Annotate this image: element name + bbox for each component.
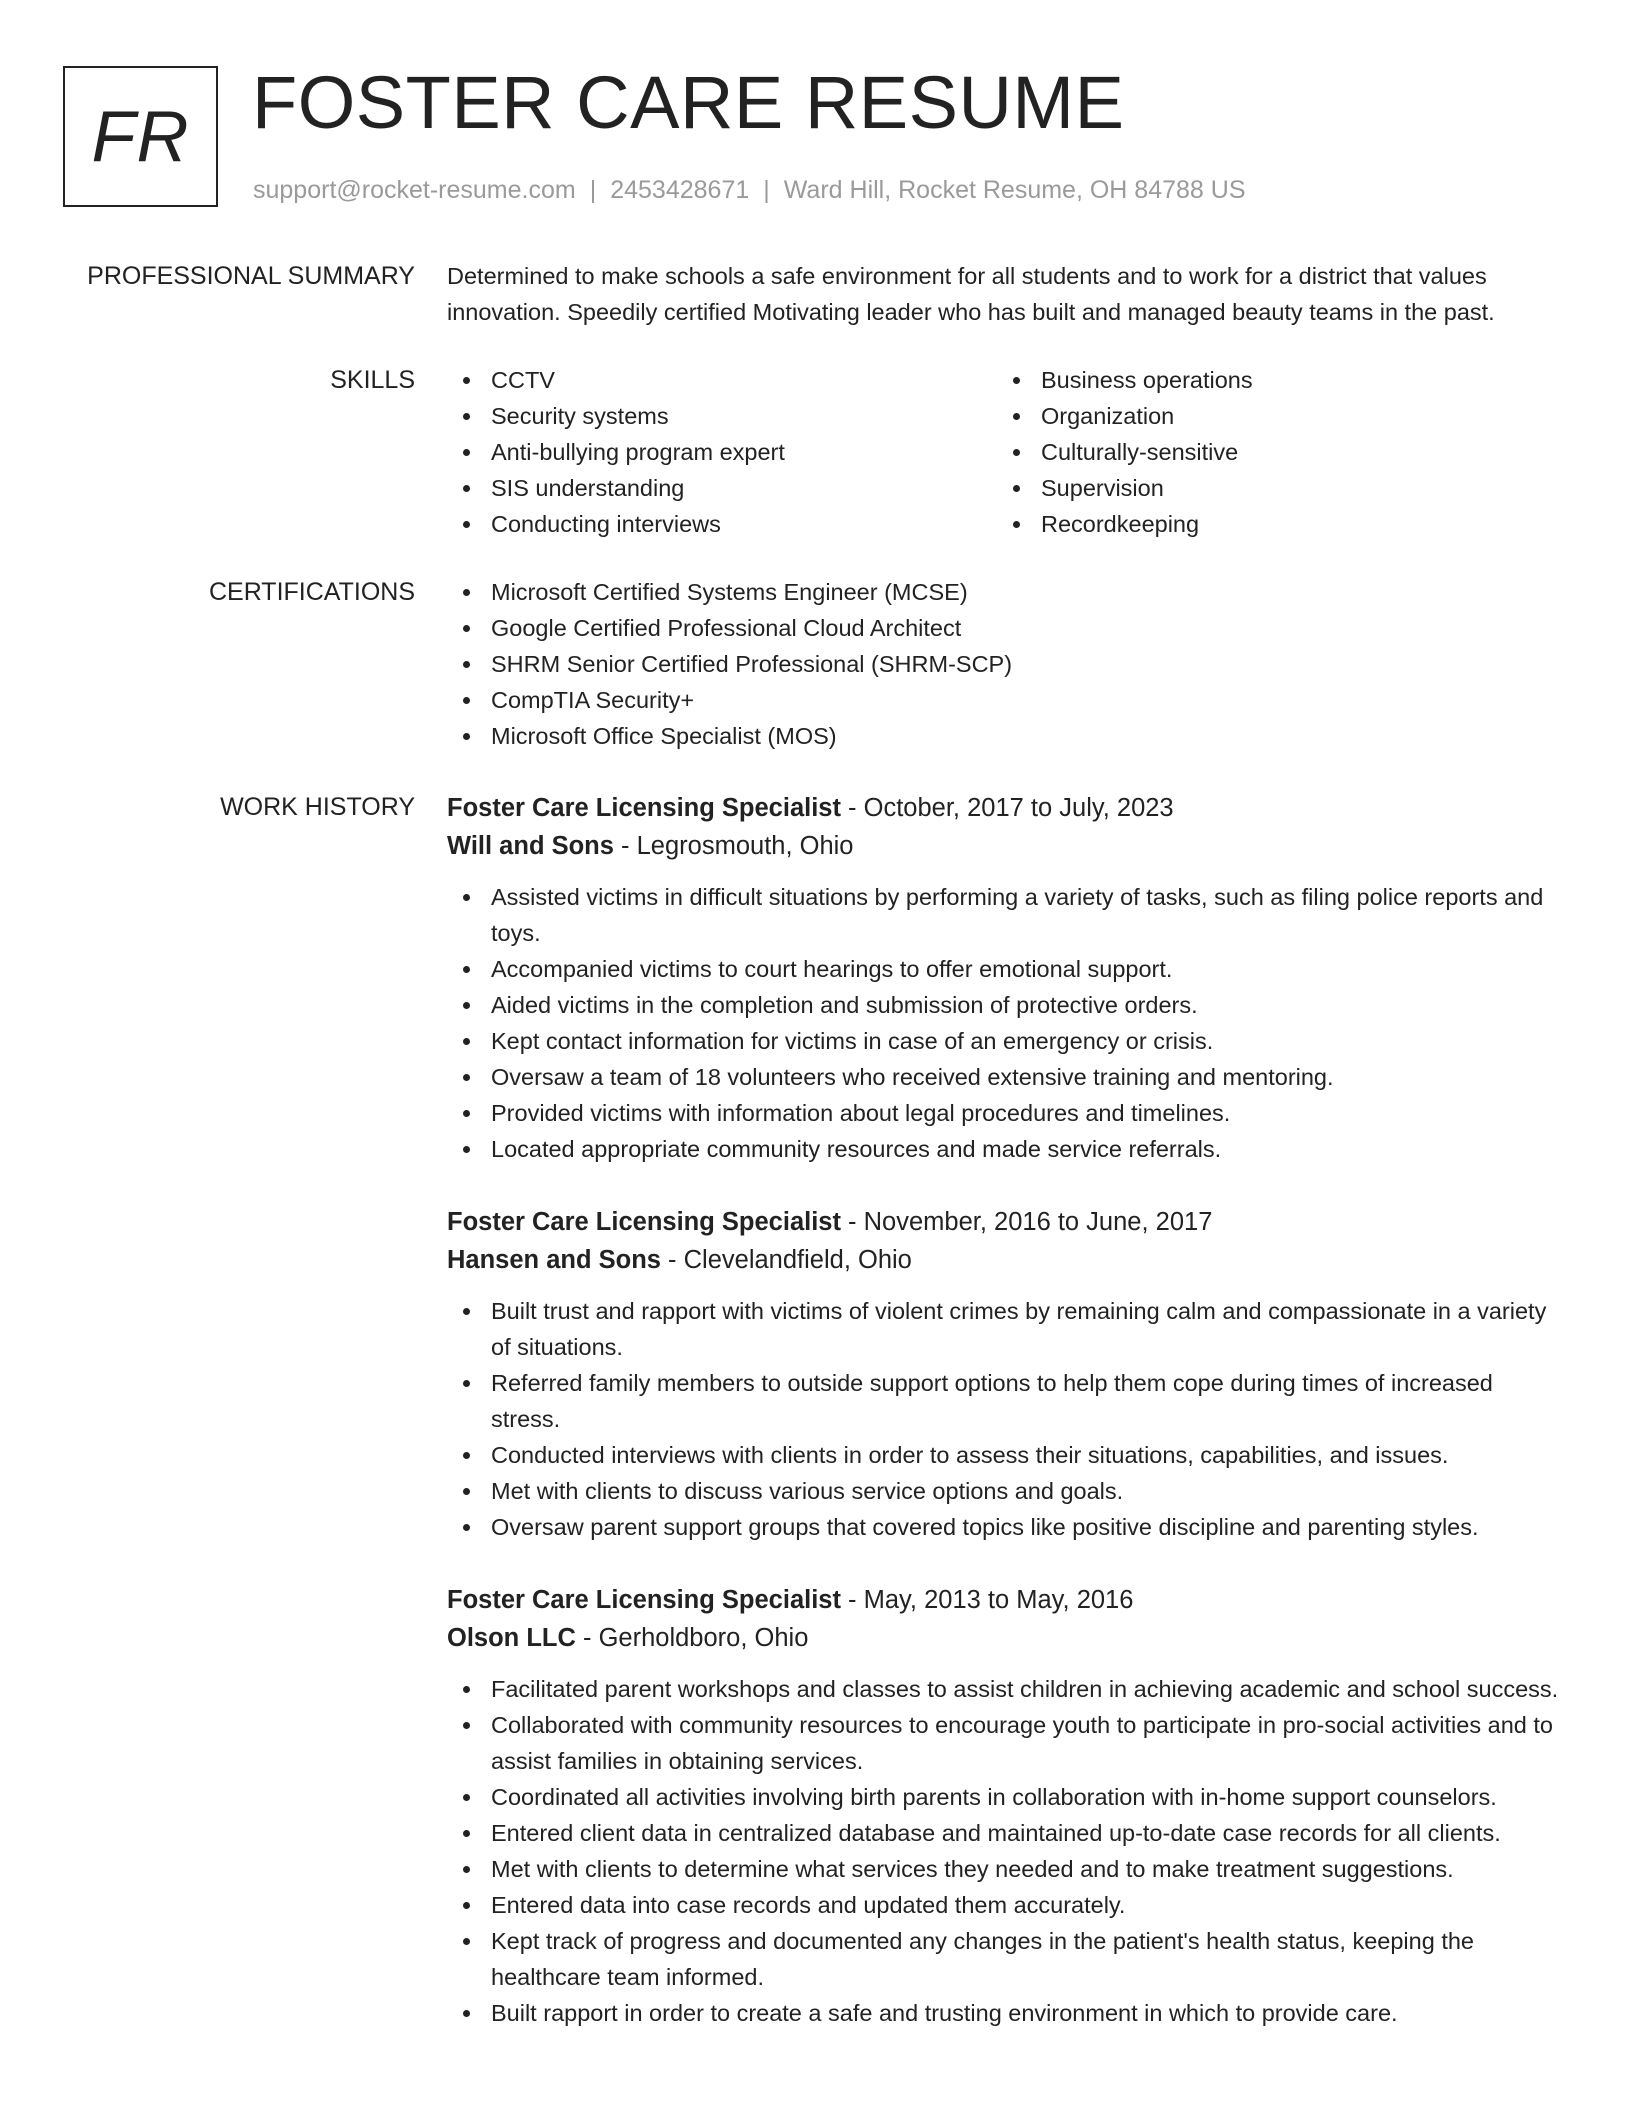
job-location: - Legrosmouth, Ohio: [613, 832, 854, 860]
job-title-line: [447, 789, 1567, 827]
job-bullet: Assisted victims in difficult situations by performing a variety of tasks, such as filing police reports and toys.: [447, 879, 1567, 951]
job-bullet: Referred family members to outside support options to help them cope during times of increased stress.: [447, 1365, 1567, 1437]
job-bullet: Conducted interviews with clients in order to assess their situations, capabilities, and issues.: [447, 1437, 1567, 1473]
job-bullet: Built trust and rapport with victims of violent crimes by remaining calm and compassionate in a variety of situations.: [447, 1293, 1567, 1365]
section-label-summary: PROFESSIONAL SUMMARY: [87, 262, 415, 290]
job-title: Foster Care Licensing Specialist: [447, 794, 841, 822]
skill-item: Organization: [997, 398, 1547, 434]
job-bullet: Oversaw parent support groups that covered topics like positive discipline and parenting styles.: [447, 1509, 1567, 1545]
certifications-body: [447, 574, 1567, 754]
job-entry: [447, 789, 1567, 1167]
certification-item: CompTIA Security+: [447, 682, 1567, 718]
job-bullet: Kept track of progress and documented any changes in the patient's health status, keeping the healthcare team informed.: [447, 1923, 1567, 1995]
contact-email[interactable]: support@rocket-resume.com: [253, 176, 576, 204]
job-bullet: Accompanied victims to court hearings to offer emotional support.: [447, 951, 1567, 987]
skill-item: Business operations: [997, 362, 1547, 398]
job-bullet: Entered data into case records and updated them accurately.: [447, 1887, 1567, 1923]
job-bullet: Met with clients to determine what services they needed and to make treatment suggestions.: [447, 1851, 1567, 1887]
contact-line: [253, 176, 1246, 205]
certification-item: Google Certified Professional Cloud Architect: [447, 610, 1567, 646]
skill-item: Anti-bullying program expert: [447, 434, 997, 470]
job-location: - Gerholdboro, Ohio: [575, 1624, 809, 1652]
job-title: Foster Care Licensing Specialist: [447, 1208, 841, 1236]
job-bullet: Entered client data in centralized database and maintained up-to-date case records for all clients.: [447, 1815, 1567, 1851]
job-bullet: Met with clients to discuss various service options and goals.: [447, 1473, 1567, 1509]
job-company: Olson LLC: [447, 1624, 576, 1652]
job-bullets: [447, 1671, 1567, 2031]
skills-list-left: [447, 362, 997, 542]
job-company: Will and Sons: [447, 832, 614, 860]
job-bullet: Located appropriate community resources and made service referrals.: [447, 1131, 1567, 1167]
skill-item: SIS understanding: [447, 470, 997, 506]
contact-separator: |: [589, 176, 597, 204]
resume-title: FOSTER CARE RESUME: [252, 61, 1125, 144]
certification-item: Microsoft Certified Systems Engineer (MCSE): [447, 574, 1567, 610]
resume-header: [63, 61, 1563, 211]
job-title-line: [447, 1581, 1567, 1619]
certification-item: SHRM Senior Certified Professional (SHRM-SCP): [447, 646, 1567, 682]
job-bullet: Kept contact information for victims in case of an emergency or crisis.: [447, 1023, 1567, 1059]
skill-item: Recordkeeping: [997, 506, 1547, 542]
job-dates: - October, 2017 to July, 2023: [840, 794, 1174, 822]
job-company: Hansen and Sons: [447, 1246, 661, 1274]
job-company-line: [447, 1241, 1567, 1279]
job-company-line: [447, 1619, 1567, 1657]
skill-item: Culturally-sensitive: [997, 434, 1547, 470]
job-bullet: Facilitated parent workshops and classes to assist children in achieving academic and school success.: [447, 1671, 1567, 1707]
job-title-line: [447, 1203, 1567, 1241]
section-label-certifications: CERTIFICATIONS: [208, 578, 415, 606]
certification-item: Microsoft Office Specialist (MOS): [447, 718, 1567, 754]
monogram-initials: FR: [91, 96, 190, 177]
skills-list-right: [997, 362, 1547, 542]
skills-columns: [447, 362, 1567, 542]
job-entry: [447, 1203, 1567, 1545]
job-bullets: [447, 1293, 1567, 1545]
skill-item: Security systems: [447, 398, 997, 434]
job-bullet: Collaborated with community resources to encourage youth to participate in pro-social activities and to assist families in obtaining services.: [447, 1707, 1567, 1779]
contact-phone[interactable]: 2453428671: [610, 176, 750, 204]
job-bullet: Built rapport in order to create a safe and trusting environment in which to provide care.: [447, 1995, 1567, 2031]
job-title: Foster Care Licensing Specialist: [447, 1586, 841, 1614]
job-bullet: Provided victims with information about legal procedures and timelines.: [447, 1095, 1567, 1131]
monogram-box: [63, 66, 218, 207]
job-dates: - November, 2016 to June, 2017: [840, 1208, 1213, 1236]
work-history-body: [447, 789, 1567, 2067]
job-location: - Clevelandfield, Ohio: [660, 1246, 912, 1274]
contact-address: Ward Hill, Rocket Resume, OH 84788 US: [783, 176, 1246, 204]
summary-text: Determined to make schools a safe environment for all students and to work for a district that values innovation. Speedily certified Motivating leader who has built and managed beauty teams in the past.: [447, 263, 1495, 325]
job-company-line: [447, 827, 1567, 865]
section-label-skills: SKILLS: [330, 366, 415, 394]
skill-item: Supervision: [997, 470, 1547, 506]
certifications-list: [447, 574, 1567, 754]
contact-separator: |: [763, 176, 770, 204]
job-dates: - May, 2013 to May, 2016: [840, 1586, 1134, 1614]
skill-item: CCTV: [447, 362, 997, 398]
job-bullet: Oversaw a team of 18 volunteers who received extensive training and mentoring.: [447, 1059, 1567, 1095]
job-bullets: [447, 879, 1567, 1167]
job-bullet: Coordinated all activities involving birth parents in collaboration with in-home support counselors.: [447, 1779, 1567, 1815]
job-entry: [447, 1581, 1567, 2031]
section-label-work-history: WORK HISTORY: [220, 793, 415, 821]
skill-item: Conducting interviews: [447, 506, 997, 542]
job-bullet: Aided victims in the completion and submission of protective orders.: [447, 987, 1567, 1023]
